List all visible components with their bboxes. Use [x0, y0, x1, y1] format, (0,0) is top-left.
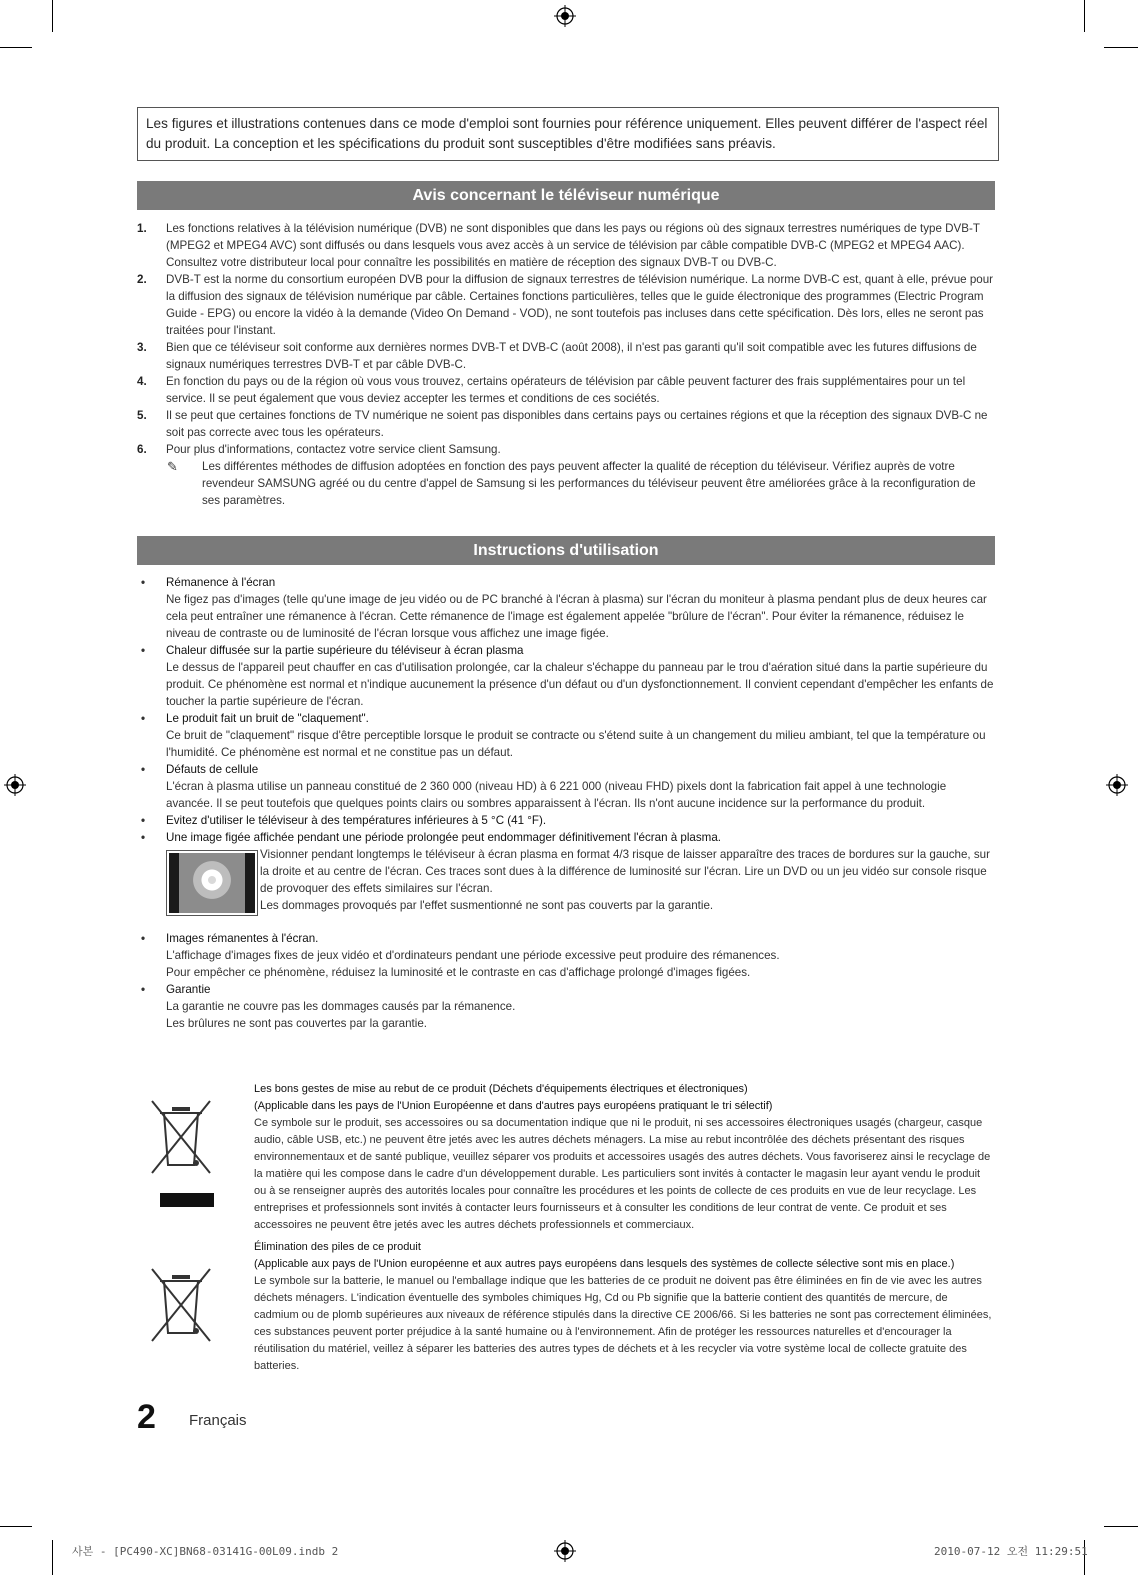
item-title: Evitez d'utiliser le téléviseur à des températures inférieures à 5 °C (41 °F). [166, 814, 547, 827]
bullet-icon: • [141, 576, 146, 589]
list-item [137, 710, 995, 761]
section-header-digital-tv: Avis concernant le téléviseur numérique [137, 181, 995, 210]
pencil-note-icon: ✎ [167, 459, 178, 474]
list-item [137, 339, 995, 373]
item-text: DVB-T est la norme du consortium européen DVB pour la diffusion de signaux terrestres de télévision numérique. La norme DVB-C est, quant à elle, prévue pour la diffusion des signaux de télévision numérique par câble. Certaines fonctions particulières, telles que le guide électronique des programmes (Electric Program Guide - EPG) ou encore la vidéo à la demande (Video On Demand - VOD), ne sont toutefois pas incluses dans cette spécification. Dès lors, elles ne seront pas traitées pour l'instant. [166, 273, 994, 337]
registration-mark-icon [4, 774, 26, 796]
screen-burn-thumbnail [166, 850, 258, 916]
disclaimer-box: Les figures et illustrations contenues dans ce mode d'emploi sont fournies pour référence uniquement. Elles peuvent différer de l'aspect réel du produit. La conception et les spécifications du produit sont susceptibles d'être modifiées sans préavis. [137, 107, 999, 161]
note-text: Les différentes méthodes de diffusion adoptées en fonction des pays peuvent affecter la qualité de réception du téléviseur. Vérifiez auprès de votre revendeur SAMSUNG agréé ou du centre d'appel de Samsung si les performances du téléviseur peuvent être améliorées grâce à la reconfiguration de ses paramètres. [202, 460, 976, 507]
crop-mark [0, 47, 32, 48]
item-body: Ne figez pas d'images (telle qu'une image de jeu vidéo ou de PC branché à l'écran à plasma) sur l'écran du moniteur à plasma pendant plus de deux heures car cela peut entraîner une rémanence à l'écran. Cette rémanence de l'image est également appelée "brûlure de l'écran". Pour éviter la rémanence, réduisez le niveau de contraste ou de luminosité de l'écran lorsque vous affichez une image figée. [166, 593, 987, 640]
crop-mark [52, 0, 53, 32]
item-title: Garantie [166, 983, 211, 996]
item-title: Le produit fait un bruit de "claquement". [166, 712, 369, 725]
list-item [137, 574, 995, 642]
item-body: La garantie ne couvre pas les dommages causés par la rémanence. [166, 1000, 516, 1013]
item-text: Pour plus d'informations, contactez votre service client Samsung. [166, 443, 501, 456]
crop-mark [1104, 1526, 1138, 1527]
battery-body: Le symbole sur la batterie, le manuel ou l'emballage indique que les batteries de ce produit ne doivent pas être éliminées en fin de vie avec les autres déchets ménagers. L'indication éventuelle des symboles chimiques Hg, Cd ou Pb signifie que la batterie contient des quantités de mercure, de cadmium ou de plomb supérieures aux niveaux de référence stipulés dans la directive CE 2006/66. Si les batteries ne sont pas correctement éliminées, ces substances peuvent porter préjudice à la santé humaine ou à l'environnement. Afin de protéger les ressources naturelles et d'encourager la réutilisation du matériel, veillez à séparer les batteries des autres types de déchets et à les recycler via votre système local de collecte gratuite des batteries. [254, 1275, 992, 1372]
item-number: 1. [137, 222, 147, 235]
list-item [137, 829, 995, 846]
instructions-list [137, 574, 995, 1032]
item-number: 2. [137, 273, 147, 286]
registration-mark-icon [1106, 774, 1128, 796]
item-number: 4. [137, 375, 147, 388]
section-header-instructions: Instructions d'utilisation [137, 536, 995, 565]
item-number: 6. [137, 443, 147, 456]
crossed-bin-icon [150, 1263, 214, 1343]
weee-subtitle: (Applicable dans les pays de l'Union Européenne et dans d'autres pays européens pratiquant le tri sélectif) [254, 1100, 773, 1112]
footer-timestamp: 2010-07-12 오전 11:29:51 [934, 1545, 1088, 1558]
item-text: Les fonctions relatives à la télévision numérique (DVB) ne sont disponibles que dans les pays ou régions où des signaux terrestres numériques de type DVB-T (MPEG2 et MPEG4 AVC) sont diffusés ou dans lesquels vous avez accès à un service de télévision par câble compatible DVB-C (MPEG2 et MPEG4 AAC). Consultez votre distributeur local pour connaître les possibilités en matière de réception des signaux DVB-T ou DVB-C. [166, 222, 980, 269]
list-item [137, 981, 995, 1032]
registration-mark-icon [554, 1540, 576, 1562]
bullet-icon: • [141, 644, 146, 657]
crossed-bin-icon [150, 1095, 214, 1207]
item-body: Le dessus de l'appareil peut chauffer en cas d'utilisation prolongée, car la chaleur s'échappe du panneau par le trou d'aération situé dans la partie supérieure du produit. Ce phénomène est normal et n'indique aucunement la présence d'un défaut ou d'un dysfonctionnement. Il convient cependant d'empêcher les enfants de toucher la partie supérieure de l'écran. [166, 661, 994, 708]
item-number: 5. [137, 409, 147, 422]
weee-body: Ce symbole sur le produit, ses accessoires ou sa documentation indique que ni le produit, ni ses accessoires électroniques usagés (chargeur, casque audio, câble USB, etc.) ne peuvent être jetés avec les autres déchets ménagers. La mise au rebut incontrôlée des déchets présentant des risques environnementaux et de santé publique, veuillez séparer vos produits et accessoires usagés des autres déchets. Vous favoriserez ainsi le recyclage de la matière qui les compose dans le cadre d'un développement durable. Les particuliers sont invités à contacter le magasin leur ayant vendu le produit ou à se renseigner auprès des autorités locales pour connaître les procédures et les points de collecte de ces produits en vue de leur recyclage. Les entreprises et professionnels sont invités à contacter leurs fournisseurs et à consulter les conditions de leur contrat de vente. Ce produit et ses accessoires ne peuvent être jetés avec les autres déchets professionnels et commerciaux. [254, 1117, 991, 1231]
crop-mark [1104, 47, 1138, 48]
item-text: Il se peut que certaines fonctions de TV numérique ne soient pas disponibles dans certains pays ou certaines régions et que la réception des signaux DVB-C ne soit pas correcte avec tous les opérateurs. [166, 409, 988, 439]
battery-title: Élimination des piles de ce produit [254, 1241, 421, 1253]
weee-disposal-block [137, 1081, 995, 1234]
digital-tv-list [137, 220, 995, 509]
figure-caption [260, 846, 995, 914]
crop-mark [1084, 0, 1085, 32]
item-title: Chaleur diffusée sur la partie supérieure du téléviseur à écran plasma [166, 644, 524, 657]
list-item [137, 441, 995, 458]
figure-text: Visionner pendant longtemps le téléviseur à écran plasma en format 4/3 risque de laisser apparaître des traces de bordures sur la gauche, sur la droite et au centre de l'écran. Ces traces sont dues à la différence de luminosité sur l'écran. Lire un DVD ou un jeu vidéo sur console risque de provoquer des effets similaires sur l'écran. [260, 848, 990, 895]
list-item [137, 407, 995, 441]
registration-mark-icon [554, 5, 576, 27]
bullet-icon: • [141, 712, 146, 725]
figure-text-warranty: Les dommages provoqués par l'effet susmentionné ne sont pas couverts par la garantie. [260, 899, 714, 912]
item-title: Images rémanentes à l'écran. [166, 932, 319, 945]
item-title: Rémanence à l'écran [166, 576, 276, 589]
list-item [137, 220, 995, 271]
note [137, 458, 995, 509]
page-number: 2 [137, 1398, 156, 1436]
page-language: Français [189, 1412, 247, 1429]
bullet-icon: • [141, 814, 146, 827]
list-item [137, 271, 995, 339]
bullet-icon: • [141, 983, 146, 996]
crop-mark [52, 1540, 53, 1575]
screen-burn-figure [137, 846, 995, 930]
flower-image [179, 853, 245, 913]
list-item [137, 761, 995, 812]
item-body: Pour empêcher ce phénomène, réduisez la luminosité et le contraste en cas d'affichage prolongé d'images figées. [166, 966, 751, 979]
item-body: L'écran à plasma utilise un panneau constitué de 2 360 000 (niveau HD) à 6 221 000 (niveau FHD) pixels dont la fabrication fait appel à une technologie avancée. Il se peut toutefois que quelques points clairs ou sombres apparaissent à l'écran. Ils n'ont aucune incidence sur la performance du produit. [166, 780, 947, 810]
bullet-icon: • [141, 831, 146, 844]
item-body: Les brûlures ne sont pas couvertes par la garantie. [166, 1017, 428, 1030]
battery-subtitle: (Applicable aux pays de l'Union européenne et aux autres pays européens dans lesquels des systèmes de collecte sélective sont mis en place.) [254, 1258, 955, 1270]
item-body: L'affichage d'images fixes de jeux vidéo et d'ordinateurs pendant une période excessive peut produire des rémanences. [166, 949, 780, 962]
list-item [137, 373, 995, 407]
item-text: En fonction du pays ou de la région où vous vous trouvez, certains opérateurs de télévision par câble peuvent facturer des frais supplémentaires pour un tel service. Il se peut également que vous deviez accepter les termes et conditions de ces sociétés. [166, 375, 966, 405]
list-item [137, 930, 995, 981]
item-body: Ce bruit de "claquement" risque d'être perceptible lorsque le produit se contracte ou s'étend suite à un changement du milieu ambiant, tel que la température ou l'humidité. Ce phénomène est normal et ne constitue pas un défaut. [166, 729, 986, 759]
item-title: Une image figée affichée pendant une période prolongée peut endommager définitivement l'écran à plasma. [166, 831, 721, 844]
bullet-icon: • [141, 932, 146, 945]
list-item [137, 812, 995, 829]
bullet-icon: • [141, 763, 146, 776]
item-text: Bien que ce téléviseur soit conforme aux dernières normes DVB-T et DVB-C (août 2008), il n'est pas garanti qu'il soit compatible avec les futures diffusions de signaux numériques terrestres DVB-T et par câble DVB-C. [166, 341, 977, 371]
crop-mark [0, 1526, 32, 1527]
list-item [137, 642, 995, 710]
footer-file-info: 사본 - [PC490-XC]BN68-03141G-00L09.indb 2 [72, 1545, 339, 1558]
weee-title: Les bons gestes de mise au rebut de ce produit (Déchets d'équipements électriques et électroniques) [254, 1083, 748, 1095]
item-number: 3. [137, 341, 147, 354]
item-title: Défauts de cellule [166, 763, 259, 776]
battery-disposal-block [137, 1239, 995, 1375]
